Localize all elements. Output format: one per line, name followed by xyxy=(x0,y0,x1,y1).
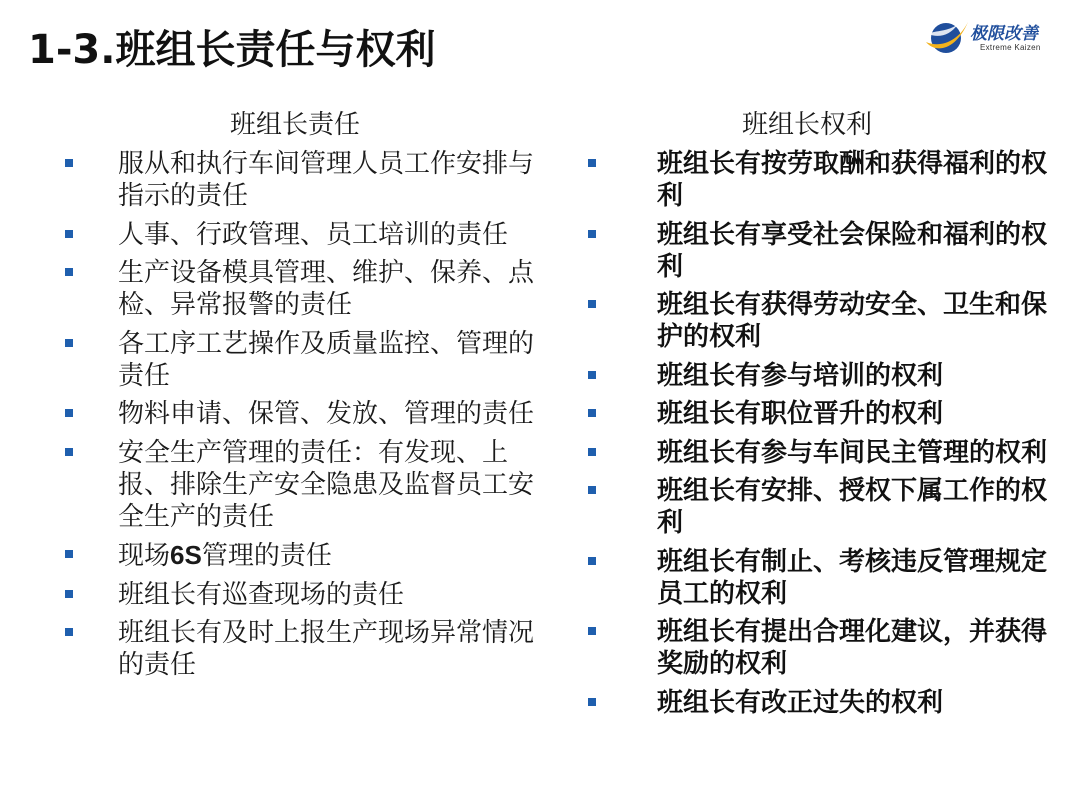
responsibilities-heading: 班组长责任 xyxy=(230,110,361,140)
square-bullet-icon xyxy=(588,448,596,456)
list-item xyxy=(62,579,542,611)
rights-heading: 班组长权利 xyxy=(742,110,873,140)
rights-list xyxy=(585,148,1065,725)
logo-name-en: Extreme Kaizen xyxy=(980,43,1041,52)
square-bullet-icon xyxy=(588,627,596,635)
list-item xyxy=(585,289,1065,353)
square-bullet-icon xyxy=(65,409,73,417)
list-item-text: 服从和执行车间管理人员工作安排与指示的责任 xyxy=(118,149,535,211)
list-item xyxy=(585,398,1065,430)
list-item-text: 安全生产管理的责任：有发现、上报、排除生产安全隐患及监督员工安全生产的责任 xyxy=(118,437,535,532)
list-item-text: 各工序工艺操作及质量监控、管理的责任 xyxy=(118,328,535,391)
square-bullet-icon xyxy=(65,590,73,598)
list-item-text: 班组长有获得劳动安全、卫生和保护的权利 xyxy=(657,290,1048,352)
square-bullet-icon xyxy=(588,371,596,379)
list-item-text: 班组长有享受社会保险和福利的权利 xyxy=(657,219,1048,282)
responsibilities-list xyxy=(62,148,542,688)
list-item xyxy=(585,475,1065,539)
list-item xyxy=(585,148,1065,212)
square-bullet-icon xyxy=(588,557,596,565)
list-item-text-suffix: 管理的责任 xyxy=(201,541,332,571)
square-bullet-icon xyxy=(65,339,73,347)
square-bullet-icon xyxy=(65,159,73,167)
list-item xyxy=(585,687,1065,719)
list-item xyxy=(62,328,542,392)
square-bullet-icon xyxy=(588,300,596,308)
page-title: 1-3.班组长责任与权利 xyxy=(28,27,436,73)
list-item-text: 班组长有及时上报生产现场异常情况的责任 xyxy=(118,618,535,680)
list-item-text: 班组长有制止、考核违反管理规定员工的权利 xyxy=(657,546,1048,609)
list-item-text-6s: 6S xyxy=(170,540,202,570)
square-bullet-icon xyxy=(65,550,73,558)
list-item-text xyxy=(118,539,542,572)
list-item-text: 物料申请、保管、发放、管理的责任 xyxy=(118,399,535,429)
list-item-text: 班组长有按劳取酬和获得福利的权利 xyxy=(657,149,1048,211)
swoosh-globe-logo-icon xyxy=(922,14,970,62)
list-item xyxy=(62,539,542,572)
list-item xyxy=(62,617,542,681)
list-item-text: 班组长有巡查现场的责任 xyxy=(118,579,405,610)
list-item-text-prefix: 现场 xyxy=(118,541,171,571)
list-item-text: 班组长有改正过失的权利 xyxy=(657,687,944,718)
list-item-text: 班组长有提出合理化建议，并获得奖励的权利 xyxy=(657,617,1048,679)
list-item xyxy=(585,546,1065,610)
list-item xyxy=(62,437,542,533)
list-item-text: 班组长有安排、授权下属工作的权利 xyxy=(657,476,1048,538)
square-bullet-icon xyxy=(588,230,596,238)
square-bullet-icon xyxy=(65,268,73,276)
brand-logo xyxy=(922,14,1062,62)
list-item-text: 人事、行政管理、员工培训的责任 xyxy=(118,219,509,250)
list-item xyxy=(62,148,542,212)
list-item xyxy=(62,257,542,321)
square-bullet-icon xyxy=(65,628,73,636)
square-bullet-icon xyxy=(588,409,596,417)
list-item-text: 班组长有参与车间民主管理的权利 xyxy=(657,437,1048,468)
square-bullet-icon xyxy=(588,159,596,167)
square-bullet-icon xyxy=(588,698,596,706)
square-bullet-icon xyxy=(65,230,73,238)
list-item xyxy=(62,398,542,430)
logo-name-cn: 极限改善 xyxy=(970,24,1038,44)
list-item-text: 生产设备模具管理、维护、保养、点检、异常报警的责任 xyxy=(118,258,535,320)
list-item-text: 班组长有参与培训的权利 xyxy=(657,360,944,391)
square-bullet-icon xyxy=(588,486,596,494)
list-item xyxy=(62,219,542,251)
list-item xyxy=(585,616,1065,680)
list-item xyxy=(585,360,1065,392)
list-item xyxy=(585,219,1065,283)
list-item-text: 班组长有职位晋升的权利 xyxy=(657,399,944,429)
list-item xyxy=(585,437,1065,469)
square-bullet-icon xyxy=(65,448,73,456)
